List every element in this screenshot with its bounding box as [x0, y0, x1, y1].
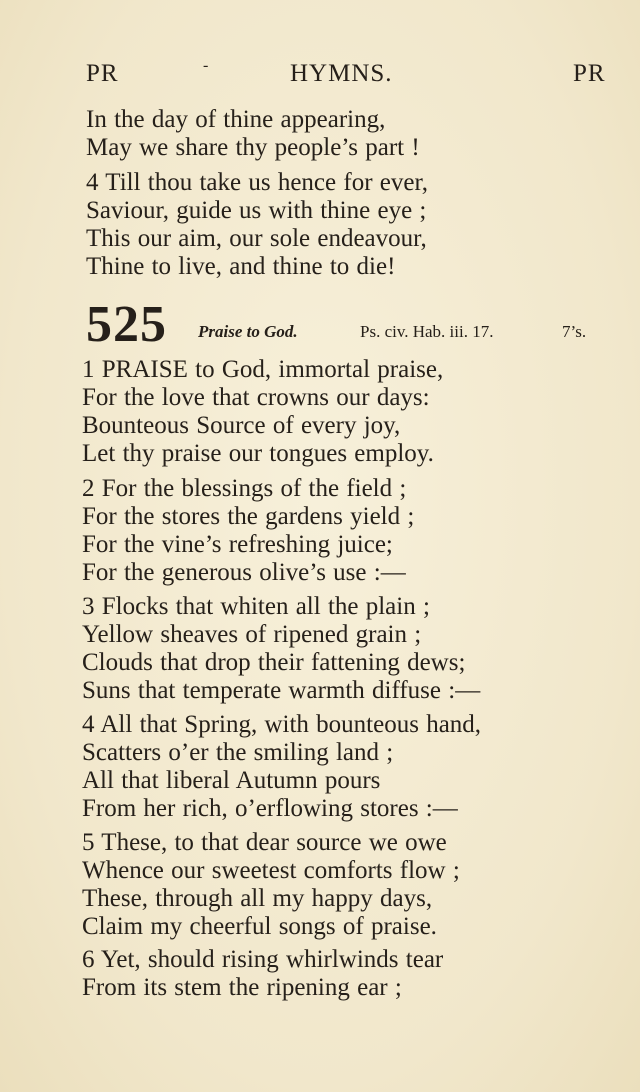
- hymn-line: These, through all my happy days,: [82, 885, 433, 912]
- hymn-line: 4 All that Spring, with bounteous hand,: [82, 711, 482, 738]
- hymn-line: 5 These, to that dear source we owe: [82, 829, 447, 856]
- hymn-line: From its stem the ripening ear ;: [82, 974, 402, 1001]
- hymn-line: 1 PRAISE to God, immortal praise,: [82, 356, 444, 383]
- running-head: [0, 57, 640, 94]
- running-head-right: PR: [573, 60, 606, 87]
- hymn-line: All that liberal Autumn pours: [82, 767, 381, 794]
- hymn-number: 525: [86, 296, 167, 353]
- hymn-line: For the stores the gardens yield ;: [82, 503, 415, 530]
- hymn-title: Praise to God.: [198, 322, 298, 341]
- running-head-title: HYMNS.: [290, 60, 393, 87]
- hymn-line: From her rich, o’erflowing stores :—: [82, 795, 458, 822]
- prev-hymn-line: In the day of thine appearing,: [86, 106, 386, 133]
- hymn-line: 3 Flocks that whiten all the plain ;: [82, 593, 430, 620]
- hymn-line: Whence our sweetest comforts flow ;: [82, 857, 460, 884]
- prev-hymn-line: Saviour, guide us with thine eye ;: [86, 197, 427, 224]
- scripture-reference: Ps. civ. Hab. iii. 17.: [360, 322, 494, 341]
- hymn-line: Suns that temperate warmth diffuse :—: [82, 677, 481, 704]
- hymn-line: For the love that crowns our days:: [82, 384, 430, 411]
- hymn-line: 2 For the blessings of the field ;: [82, 475, 407, 502]
- hymn-line: For the generous olive’s use :—: [82, 559, 406, 586]
- prev-hymn-line: Thine to live, and thine to die!: [86, 253, 396, 280]
- hymn-header: [86, 296, 616, 353]
- hymn-line: Let thy praise our tongues employ.: [82, 440, 434, 467]
- prev-hymn-line: This our aim, our sole endeavour,: [86, 225, 427, 252]
- hymn-line: 6 Yet, should rising whirlwinds tear: [82, 946, 444, 973]
- hymn-line: Bounteous Source of every joy,: [82, 412, 401, 439]
- hymn-line: For the vine’s refreshing juice;: [82, 531, 393, 558]
- hymn-line: Claim my cheerful songs of praise.: [82, 913, 437, 940]
- prev-hymn-line: May we share thy people’s part !: [86, 134, 420, 161]
- running-head-left: PR: [86, 60, 119, 87]
- prev-hymn-line: 4 Till thou take us hence for ever,: [86, 169, 429, 196]
- hymn-meter: 7’s.: [562, 322, 587, 341]
- hymn-line: Yellow sheaves of ripened grain ;: [82, 621, 422, 648]
- hymn-line: Scatters o’er the smiling land ;: [82, 739, 394, 766]
- hymn-line: Clouds that drop their fattening dews;: [82, 649, 466, 676]
- running-head-ornament: -: [203, 57, 210, 74]
